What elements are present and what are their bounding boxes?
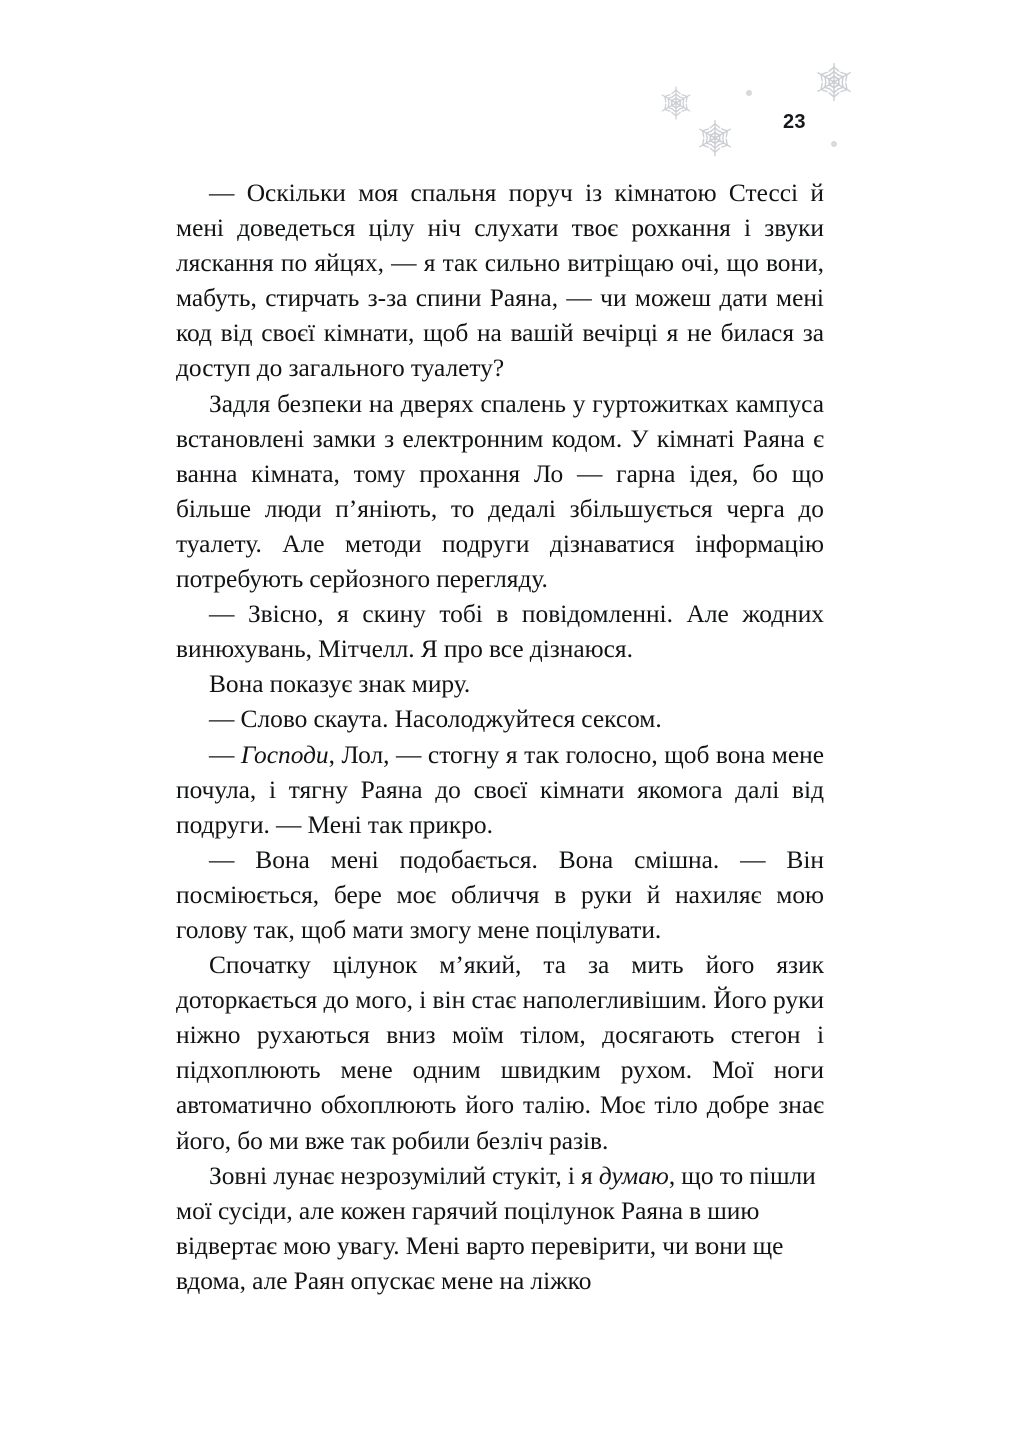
paragraph: [176, 176, 824, 387]
paragraph: [176, 843, 824, 948]
emphasis-text: Господи: [240, 740, 329, 769]
paragraph: [176, 948, 824, 1159]
page-number: 23: [783, 111, 806, 133]
emphasis-text: думаю: [598, 1161, 669, 1190]
text-run: Зовні лунає незрозумілий стукіт, і я: [209, 1161, 599, 1190]
text-run: —: [209, 740, 241, 769]
paragraph: [176, 667, 824, 702]
decorative-dot-icon: [746, 90, 752, 96]
snowflake-icon: [812, 60, 856, 104]
text-run: Спочатку цілунок м’який, та за мить його язик доторкається до мого, і він стає наполегливішим. Його руки ніжно рухаються вниз моїм тілом, досягають стегон і підхоплюють мене одним швидким рухом. Мої ноги автоматично обхоплюють його талію. Моє тіло добре знає його, бо ми вже так робили безліч разів.: [176, 951, 824, 1155]
page-header: [0, 0, 1035, 170]
text-run: — Слово скаута. Насолоджуйтеся сексом.: [209, 705, 662, 734]
paragraph: [176, 702, 824, 737]
body-text-column: [176, 176, 824, 1299]
text-run: , Лол, — стогну я так голосно, щоб вона мене почула, і тягну Раяна до своєї кімнати якомога далі від подруги. — Мені так прикро.: [176, 740, 824, 839]
paragraph: [176, 387, 824, 598]
paragraph: [176, 1159, 824, 1299]
snowflake-icon: [694, 117, 736, 159]
text-run: Задля безпеки на дверях спалень у гуртожитках кампуса встановлені замки з електронним кодом. У кімнаті Раяна є ванна кімната, тому прохання Ло — гарна ідея, бо що більше люди п’яніють, то дедалі збільшується черга до туалету. Але методи подруги дізнаватися інформацію потребують серйозного перегляду.: [176, 389, 824, 594]
text-run: — Звісно, я скину тобі в повідомленні. Але жодних винюхувань, Мітчелл. Я про все дізнаюся.: [176, 600, 824, 664]
text-run: , що то пішли мої сусіди, але кожен гарячий поцілунок Раяна в шию відвертає мою увагу. Мені варто перевірити, чи вони ще вдома, але Раян опускає мене на ліжко: [176, 1161, 816, 1295]
decorative-dot-icon: [831, 141, 837, 147]
text-run: — Оскільки моя спальня поруч із кімнатою Стессі й мені доведеться цілу ніч слухати твоє рохкання і звуки ляскання по яйцях, — я так сильно витріщаю очі, що вони, мабуть, стирчать з-за спини Раяна, — чи можеш дати мені код від своєї кімнати, щоб на вашій вечірці я не билася за доступ до загального туалету?: [176, 179, 824, 383]
paragraph: [176, 597, 824, 667]
paragraph: [176, 738, 824, 843]
text-run: — Вона мені подобається. Вона смішна. — Він посміюється, бере моє обличчя в руки й нахиляє мою голову так, щоб мати змогу мене поцілувати.: [176, 845, 824, 944]
snowflake-icon: [657, 84, 695, 122]
text-run: Вона показує знак миру.: [209, 670, 471, 699]
